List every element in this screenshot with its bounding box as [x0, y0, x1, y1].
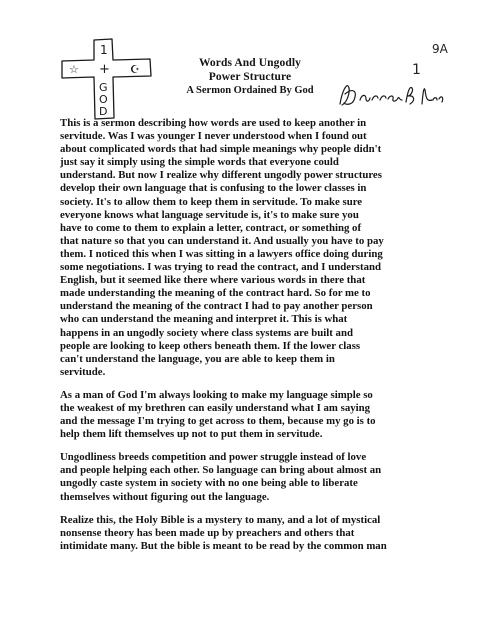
emblem-crescent-glyph: ☪ — [130, 63, 140, 76]
text-line: society. It's to allow them to keep them in servitude. To make sure — [60, 195, 363, 208]
text-line: them. I noticed this when I was sitting in a lawyers office doing during — [60, 247, 383, 260]
text-line: just say it simply using the simple words that everyone could — [60, 156, 339, 169]
text-line: help them lift themselves up not to put them in servitude. — [60, 428, 323, 441]
text-line: understand the meaning of the contract I had to pay another person — [60, 300, 373, 313]
text-line: develop their own language that is confusing to the lower classes in — [60, 182, 367, 195]
text-line: made understanding the meaning of the contract hard. So for me to — [60, 287, 371, 300]
emblem-letter-g: G — [99, 81, 108, 94]
text-line: servitude. Was I was younger I never understood when I found out — [60, 130, 367, 143]
handwritten-signature — [336, 78, 446, 112]
page-number: 1 — [412, 62, 421, 78]
text-line: English, but it seemed like there where various words in there that — [60, 274, 366, 287]
text-line: understand. But now I realize why different ungodly power structures — [60, 169, 382, 182]
text-line: nonsense theory has been made up by preachers and others that — [60, 526, 355, 539]
emblem-star-glyph: ☆ — [69, 63, 79, 76]
text-line: and the message I'm trying to get across to them, because my go is to — [60, 415, 376, 428]
text-line: everyone knows what language servitude is, it's to make sure you — [60, 208, 359, 221]
title-line-2: Power Structure — [208, 71, 292, 83]
text-line: servitude. — [60, 365, 106, 378]
paragraph-2 — [60, 389, 446, 441]
text-line: about complicated words that had simple meanings why people didn't — [60, 143, 382, 156]
text-line: can't understand the language, you are able to keep them in — [60, 352, 335, 365]
text-line: people are looking to keep others beneath them. If the lower class — [60, 339, 361, 352]
text-line: Realize this, the Holy Bible is a mystery to many, and a lot of mystical — [60, 513, 381, 526]
text-line: This is a sermon describing how words are used to keep another in — [60, 117, 367, 129]
text-line: the weakest of my brethren can easily understand what I am saying — [60, 401, 371, 414]
paragraph-4 — [60, 514, 446, 553]
title-line-1: Words And Ungodly — [198, 57, 302, 69]
text-line: intimidate many. But the bible is meant to be read by the common man — [60, 539, 387, 552]
sermon-body — [60, 117, 446, 563]
emblem-center-glyph: + — [99, 62, 110, 77]
text-line: Ungodliness breeds competition and power struggle instead of love — [60, 451, 367, 464]
emblem-top-glyph: 1 — [100, 43, 108, 57]
text-line: that nature so that you can understand it. And usually you have to pay — [60, 234, 384, 247]
corner-label: 9A — [432, 42, 448, 56]
text-line: themselves without figuring out the language. — [60, 490, 270, 503]
text-line: As a man of God I'm always looking to make my language simple so — [60, 388, 373, 401]
text-line: and people helping each other. So language can bring about almost an — [60, 464, 382, 477]
paragraph-3 — [60, 451, 446, 503]
hand-drawn-cross-emblem — [58, 36, 156, 122]
title-block — [160, 56, 340, 98]
emblem-letter-d: D — [99, 105, 108, 118]
text-line: some negotiations. I was trying to read the contract, and I understand — [60, 261, 382, 274]
text-line: ungodly caste system in society with no one being able to liberate — [60, 477, 358, 490]
text-line: happens in an ungodly society where class systems are built and — [60, 326, 353, 339]
paragraph-1 — [60, 117, 446, 379]
sermon-subtitle: A Sermon Ordained By God — [186, 85, 314, 96]
text-line: who can understand the meaning and interpret it. This is what — [60, 313, 348, 326]
emblem-letter-o: O — [99, 93, 108, 106]
text-line: have to come to them to explain a letter, contract, or something of — [60, 221, 362, 234]
